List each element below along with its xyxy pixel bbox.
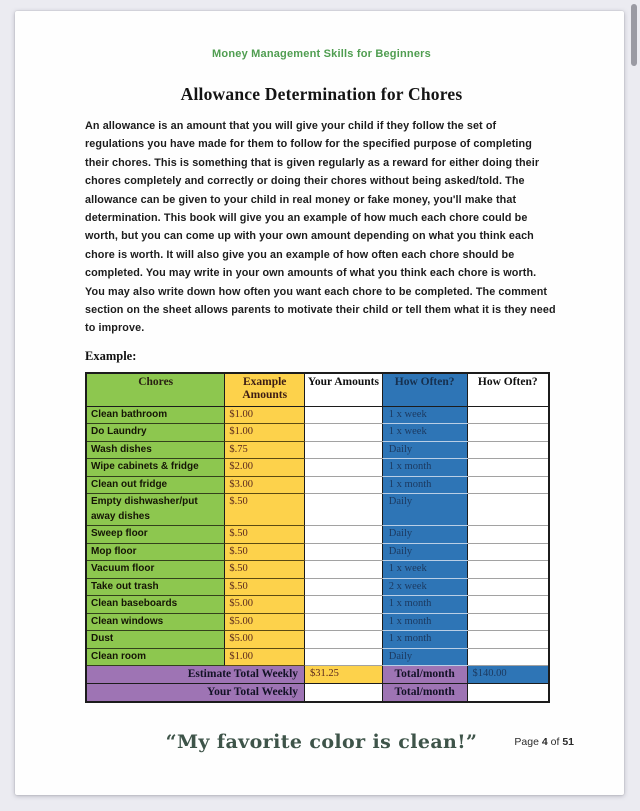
- example-amount-cell: $5.00: [225, 631, 305, 649]
- chore-cell: Empty dishwasher/put away dishes: [86, 494, 225, 526]
- table-row: [86, 631, 549, 649]
- column-header-how-often-yours: How Often?: [467, 373, 549, 407]
- how-often-cell: 1 x month: [382, 596, 467, 614]
- example-amount-cell: $5.00: [225, 596, 305, 614]
- your-amount-cell: [305, 543, 383, 561]
- book-header: Money Management Skills for Beginners: [212, 48, 431, 60]
- table-row: [86, 441, 549, 459]
- how-often-cell: 1 x month: [382, 631, 467, 649]
- table-total-row: [86, 666, 549, 684]
- how-often-yours-cell: [467, 578, 549, 596]
- chore-cell: Sweep floor: [86, 526, 225, 544]
- page-title: Allowance Determination for Chores: [180, 84, 463, 104]
- how-often-cell: Daily: [382, 648, 467, 666]
- page-indicator: [514, 736, 574, 748]
- chore-cell: Mop floor: [86, 543, 225, 561]
- chore-cell: Wash dishes: [86, 441, 225, 459]
- example-amount-cell: $2.00: [225, 459, 305, 477]
- column-header-example-amounts: Example Amounts: [225, 373, 305, 407]
- closing-quote: “My favorite color is clean!”: [165, 730, 478, 753]
- your-amount-cell: [305, 578, 383, 596]
- page-indicator-total: 51: [562, 736, 574, 748]
- weekly-total-cell: $31.25: [305, 666, 383, 684]
- monthly-total-label-cell: Total/month: [382, 684, 467, 702]
- how-often-yours-cell: [467, 459, 549, 477]
- example-amount-cell: $.50: [225, 561, 305, 579]
- table-row: [86, 406, 549, 424]
- example-label: Example:: [85, 348, 137, 363]
- monthly-total-label-cell: Total/month: [382, 666, 467, 684]
- how-often-yours-cell: [467, 648, 549, 666]
- column-header-your-amounts: Your Amounts: [305, 373, 383, 407]
- page-indicator-separator: of: [550, 736, 560, 748]
- how-often-yours-cell: [467, 476, 549, 494]
- how-often-cell: Daily: [382, 441, 467, 459]
- example-amount-cell: $5.00: [225, 613, 305, 631]
- how-often-yours-cell: [467, 561, 549, 579]
- table-row: [86, 494, 549, 526]
- page-content: [15, 48, 624, 753]
- document-page: [15, 11, 624, 795]
- your-amount-cell: [305, 459, 383, 477]
- your-amount-cell: [305, 476, 383, 494]
- how-often-cell: 1 x month: [382, 459, 467, 477]
- table-row: [86, 526, 549, 544]
- page-indicator-prefix: Page: [514, 736, 539, 748]
- monthly-total-cell: $140.00: [467, 666, 549, 684]
- how-often-cell: 1 x week: [382, 406, 467, 424]
- table-row: [86, 561, 549, 579]
- example-amount-cell: $1.00: [225, 406, 305, 424]
- example-amount-cell: $1.00: [225, 424, 305, 442]
- your-amount-cell: [305, 631, 383, 649]
- how-often-cell: Daily: [382, 494, 467, 526]
- chore-cell: Take out trash: [86, 578, 225, 596]
- how-often-yours-cell: [467, 543, 549, 561]
- how-often-yours-cell: [467, 631, 549, 649]
- chore-cell: Clean baseboards: [86, 596, 225, 614]
- weekly-total-cell: [305, 684, 383, 702]
- how-often-cell: 1 x week: [382, 424, 467, 442]
- how-often-yours-cell: [467, 494, 549, 526]
- how-often-cell: 1 x week: [382, 561, 467, 579]
- total-label-cell: Your Total Weekly: [86, 684, 305, 702]
- chore-cell: Clean windows: [86, 613, 225, 631]
- intro-paragraph: An allowance is an amount that you will give your child if they follow the set of regulations you have made for them to follow for the specified purpose of completing their chores. This is something that is given regularly as a reward for either doing their chores completely and correctly or doing their chores without being asked/told. The allowance can be given to your child in real money or fake money, you'll make that determination. This book will give you an example of how much each chore could be worth, but you can come up with your own amount depending on what you think each chore is worth. It will also give you an example of how often each chore should be completed. You may write in your own amounts of what you think each chore is worth. You may also write down how often you want each chore to be completed. The comment section on the sheet allows parents to motivate their child or tell them what it is they need to improve.: [85, 120, 556, 335]
- example-amount-cell: $3.00: [225, 476, 305, 494]
- your-amount-cell: [305, 406, 383, 424]
- table-row: [86, 596, 549, 614]
- example-amount-cell: $.75: [225, 441, 305, 459]
- how-often-yours-cell: [467, 406, 549, 424]
- your-amount-cell: [305, 596, 383, 614]
- column-header-chores: Chores: [86, 373, 225, 407]
- how-often-yours-cell: [467, 613, 549, 631]
- example-amount-cell: $.50: [225, 578, 305, 596]
- example-amount-cell: $1.00: [225, 648, 305, 666]
- table-row: [86, 459, 549, 477]
- chore-cell: Vacuum floor: [86, 561, 225, 579]
- scrollbar-track[interactable]: [632, 0, 639, 811]
- how-often-cell: 1 x month: [382, 476, 467, 494]
- how-often-cell: 2 x week: [382, 578, 467, 596]
- scrollbar-thumb[interactable]: [631, 4, 637, 66]
- table-row: [86, 424, 549, 442]
- total-label-cell: Estimate Total Weekly: [86, 666, 305, 684]
- column-header-how-often: How Often?: [382, 373, 467, 407]
- how-often-cell: Daily: [382, 543, 467, 561]
- page-indicator-current: 4: [541, 736, 548, 748]
- your-amount-cell: [305, 613, 383, 631]
- your-amount-cell: [305, 561, 383, 579]
- example-amount-cell: $.50: [225, 543, 305, 561]
- table-body: [86, 406, 549, 666]
- how-often-yours-cell: [467, 596, 549, 614]
- how-often-yours-cell: [467, 441, 549, 459]
- monthly-total-cell: [467, 684, 549, 702]
- example-amount-cell: $.50: [225, 494, 305, 526]
- how-often-cell: Daily: [382, 526, 467, 544]
- how-often-yours-cell: [467, 424, 549, 442]
- your-amount-cell: [305, 441, 383, 459]
- chore-cell: Wipe cabinets & fridge: [86, 459, 225, 477]
- your-amount-cell: [305, 526, 383, 544]
- how-often-yours-cell: [467, 526, 549, 544]
- table-row: [86, 543, 549, 561]
- table-total-row: [86, 684, 549, 702]
- chore-allowance-table: [85, 372, 550, 703]
- your-amount-cell: [305, 424, 383, 442]
- chore-cell: Clean out fridge: [86, 476, 225, 494]
- your-amount-cell: [305, 648, 383, 666]
- how-often-cell: 1 x month: [382, 613, 467, 631]
- chore-cell: Clean room: [86, 648, 225, 666]
- table-row: [86, 476, 549, 494]
- table-header-row: [86, 373, 549, 407]
- table-row: [86, 578, 549, 596]
- table-footer: [86, 666, 549, 702]
- your-amount-cell: [305, 494, 383, 526]
- chore-cell: Do Laundry: [86, 424, 225, 442]
- example-amount-cell: $.50: [225, 526, 305, 544]
- table-row: [86, 613, 549, 631]
- chore-cell: Clean bathroom: [86, 406, 225, 424]
- chore-cell: Dust: [86, 631, 225, 649]
- table-row: [86, 648, 549, 666]
